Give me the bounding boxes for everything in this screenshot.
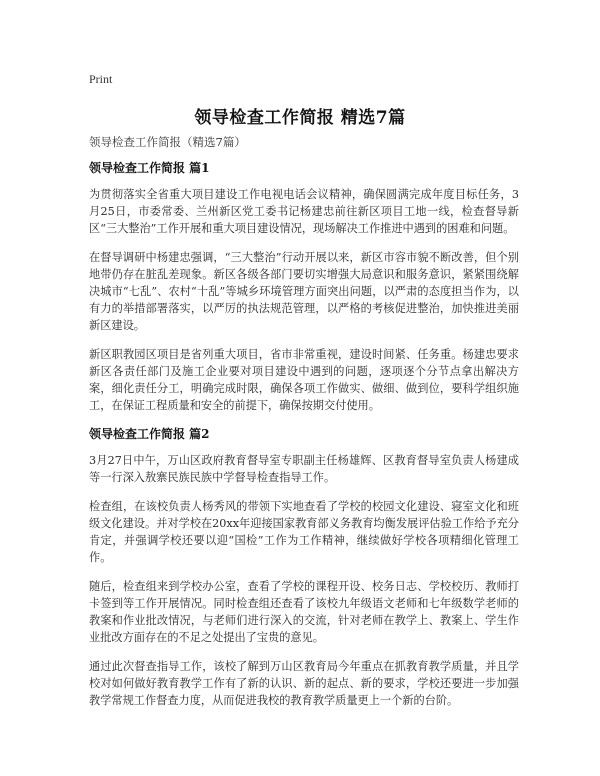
document-title: 领导检查工作简报 精选7篇 <box>194 108 406 128</box>
document-body <box>89 160 519 721</box>
print-label[interactable]: Print <box>89 72 113 86</box>
section-heading: 领导检查工作简报 篇1 <box>89 161 210 175</box>
section-1 <box>89 160 519 414</box>
paragraph: 随后，检查组来到学校办公室，查看了学校的课程开设、校务日志、学校校历、教师打卡签到等工作开展情况。同时检查组还查看了该校九年级语文老师和七年级数学老师的教案和作业批改情况，与老师们进行深入的交流，针对老师在教学上、教案上、学生作业批改方面存在的不足之处提出了宝贵的意见。 <box>89 580 519 644</box>
paragraph: 通过此次督查指导工作，该校了解到万山区教育局今年重点在抓教育教学质量，并且学校对如何做好教育教学工作有了新的认识、新的起点、新的要求，学校还要进一步加强教学常规工作督查力度，从而促进我校的教育教学质量更上一个新的台阶。 <box>89 660 519 707</box>
paragraph: 3月27日中午，万山区政府教育督导室专职副主任杨雄辉、区教育督导室负责人杨建成等一行深入敖寨民族民族中学督导检查指导工作。 <box>89 454 519 484</box>
paragraph: 在督导调研中杨建忠强调，“三大整治”行动开展以来，新区市容市貌不断改善，但个别地带仍存在脏乱差现象。新区各级各部门要切实增强大局意识和服务意识，紧紧围绕解决城市“七乱”、农村“十乱”等城乡环境管理方面突出问题，以严肃的态度担当作为，以有力的举措部署落实，以严厉的执法规范管理，以严格的考核促进整治，加快推进美丽新区建设。 <box>89 251 519 332</box>
paragraph: 为贯彻落实全省重大项目建设工作电视电话会议精神，确保圆满完成年度目标任务，3月25日，市委常委、兰州新区党工委书记杨建忠前往新区项目工地一线，检查督导新区“三大整治”工作开展和重大项目建设情况，现场解决工作推进中遇到的困难和问题。 <box>89 188 519 235</box>
section-heading: 领导检查工作简报 篇2 <box>89 427 210 441</box>
paragraph: 检查组，在该校负责人杨秀风的带领下实地查看了学校的校园文化建设、寝室文化和班级文化建设。并对学校在20xx年迎接国家教育部义务教育均衡发展评估验工作给予充分肯定，并强调学校还要以迎“国检”工作为工作精神，继续做好学校各项精细化管理工作。 <box>89 500 519 564</box>
document-subtitle: 领导检查工作简报（精选7篇） <box>89 135 246 149</box>
section-2 <box>89 426 519 709</box>
paragraph: 新区职教园区项目是省列重大项目，省市非常重视，建设时间紧、任务重。杨建忠要求新区各责任部门及施工企业要对项目建设中遇到的问题，逐项逐个分节点拿出解决方案，细化责任分工，明确完成时限，确保各项工作做实、做细、做到位，要科学组织施工，在保证工程质量和安全的前提下，确保按期交付使用。 <box>89 348 519 412</box>
